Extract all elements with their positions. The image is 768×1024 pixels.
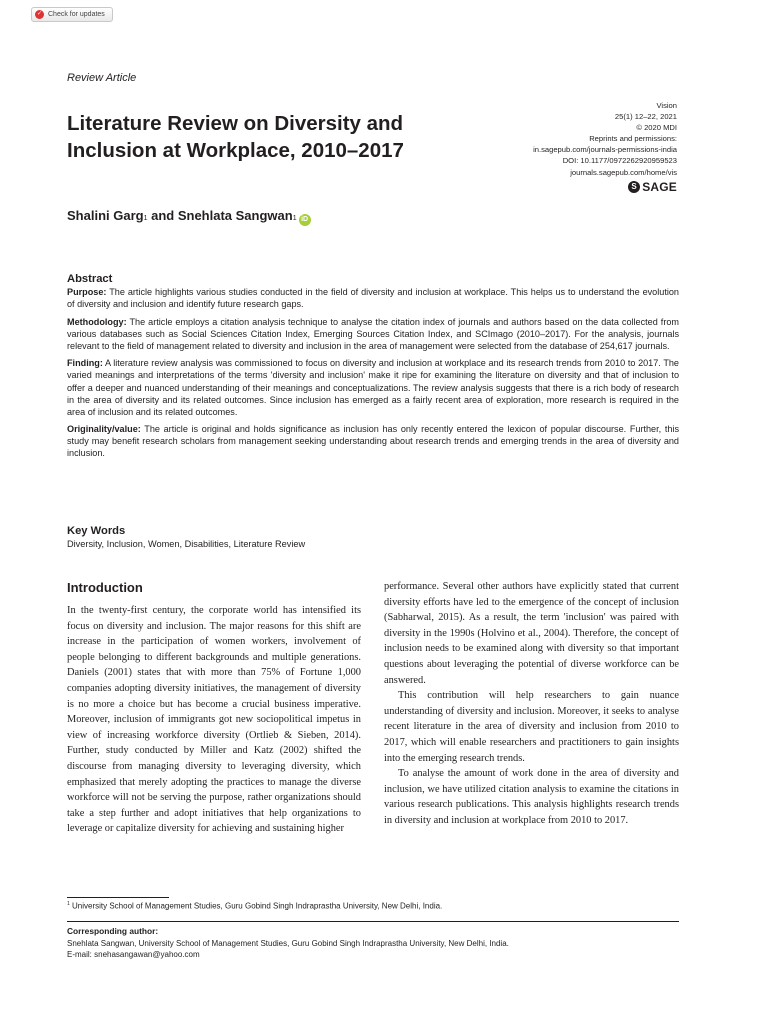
abstract-text: The article is original and holds significance as inclusion has only recently entered the lexicon of popular discourse. Further, this study may benefit research scholars from management seeking understanding about research trends and emerging trends in the area of diversity and inclusion. [67, 424, 679, 459]
permissions-url[interactable]: in.sagepub.com/journals-permissions-india [533, 145, 677, 155]
corresponding-heading: Corresponding author: [67, 926, 159, 936]
footnote-text: University School of Management Studies, Guru Gobind Singh Indraprastha University, New Delhi, India. [69, 901, 443, 911]
author-name: Shalini Garg [67, 208, 144, 223]
abstract [67, 273, 679, 465]
copyright: © 2020 MDI [636, 123, 677, 133]
corresponding-email[interactable]: E-mail: snehasangawan@yahoo.com [67, 950, 200, 960]
abstract-originality [67, 423, 679, 459]
check-for-updates-badge[interactable] [31, 7, 113, 22]
article-title: Literature Review on Diversity and Inclusion at Workplace, 2010–2017 [67, 112, 404, 162]
journal-url[interactable]: journals.sagepub.com/home/vis [570, 167, 677, 177]
abstract-purpose [67, 286, 679, 310]
affiliation-marker: 1 [143, 215, 148, 222]
abstract-text: The article highlights various studies conducted in the field of diversity and inclusion at workplace. This helps us to understand the evolution of diversity and inclusion and identify future research gaps. [67, 287, 679, 310]
corresponding-address: Snehlata Sangwan, University School of Management Studies, Guru Gobind Singh Indraprastha University, New Delhi, India. [67, 938, 509, 948]
abstract-text: A literature review analysis was commissioned to focus on diversity and inclusion at workplace and its research trends from 2010 to 2017. The varied meanings and interpretations of the terms 'diversity and inclusion' make it ripe for examining the literature on diversity and that of inclusion to offer a deeper and nuanced understanding of their meanings and conceptualizations. The review analysis suggests that there is a rich body of research in the area of diversity and its related outcomes. Since inclusion has emerged as a fairly recent area of exploration, more research is required in the area of inclusion and its related outcomes. [67, 358, 679, 417]
author-connector: and [147, 208, 178, 223]
orcid-icon[interactable]: iD [299, 214, 311, 226]
journal-metadata [477, 100, 677, 178]
author-name: Snehlata Sangwan [177, 208, 293, 223]
doi[interactable]: DOI: 10.1177/0972262920959523 [562, 156, 677, 166]
check-for-updates-label: Check for updates [48, 11, 105, 18]
body-paragraph: In the twenty-first century, the corporate world has intensified its focus on diversity and inclusion. The major reasons for this shift are increase in the participation of women workers, involvement of people belonging to different backgrounds and multiple generations. Daniels (2001) states that with more than 75% of Fortune 1,000 companies adopting diversity initiatives, the management of diversity is no more a choice but has become a crucial business imperative. Moreover, inclusion of immigrants got new sociopolitical impetus in view of increasing workforce diversity (Ortlieb & Sieben, 2014). Further, study conducted by Miller and Katz (2002) shifted the discourse from managing diversity to leveraging diversity, which emphasized that merely adopting the practices to manage the diverse workforce will not be serving the purpose, rather organizations should take a step further and adopt initiatives that help organizations to leverage or capitalize diversity for achieving and sustaining higher [67, 605, 361, 835]
publisher-logo [628, 180, 677, 194]
affiliation-marker: 1 [292, 215, 297, 222]
abstract-text: The article employs a citation analysis technique to analyse the citation index of journals and authors based on the data collected from various databases such as Social Sciences Citation Index, Emerging Sources Citation Index, and SCImago (2010–2017). For the analysis, journals relevant to the field of management related to diversity and inclusion in the area of management were selected from the database of 254,617 journals. [67, 316, 679, 351]
footnote-marker: 1 [67, 901, 70, 907]
keywords-list: Diversity, Inclusion, Women, Disabilities, Literature Review [67, 539, 306, 549]
journal-name: Vision [656, 101, 677, 110]
abstract-label: Finding: [67, 358, 103, 369]
body-paragraph: This contribution will help researchers to gain nuance understanding of diversity and inclusion. Moreover, it seeks to analyse recent literature in the area of diversity and inclusion from 2010 to 2017, which will enable researchers and practitioners to gain insights into the emerging research trends. [384, 690, 679, 764]
corresponding-divider [67, 921, 679, 922]
journal-volume: 25(1) 12–22, 2021 [614, 112, 677, 122]
abstract-label: Purpose: [67, 287, 107, 298]
body-paragraph: performance. Several other authors have explicitly stated that current diversity efforts have led to the emergence of the concept of inclusion (Sabharwal, 2015). As a result, the term 'inclusion' was paired with diversity in the 1990s (Holvino et al., 2004). Therefore, the concept of inclusion needs to be examined along with diversity so that important questions about leveraging the potential of diverse workforce can be answered. [384, 581, 679, 686]
keywords-section [67, 525, 679, 549]
footnote-divider [67, 897, 169, 898]
introduction-heading: Introduction [67, 580, 143, 595]
article-type: Review Article [67, 72, 137, 84]
body-column-left [67, 603, 361, 837]
affiliation-footnote [67, 901, 679, 911]
abstract-finding [67, 357, 679, 417]
sage-logo-icon: S [628, 181, 640, 193]
author-list [67, 208, 311, 225]
body-column-right [384, 579, 679, 829]
publisher-name: SAGE [642, 180, 677, 194]
abstract-label: Originality/value: [67, 424, 141, 435]
keywords-heading: Key Words [67, 525, 126, 537]
abstract-methodology [67, 316, 679, 352]
corresponding-author [67, 926, 679, 961]
check-updates-icon: ✓ [36, 11, 43, 17]
abstract-label: Methodology: [67, 316, 127, 327]
abstract-heading: Abstract [67, 273, 113, 285]
reprints-label: Reprints and permissions: [589, 134, 677, 144]
body-paragraph: To analyse the amount of work done in the area of diversity and inclusion, we have utilized citation analysis to examine the citations in various research publications. This analysis highlights research trends in diversity and inclusion at workplace from 2010 to 2017. [384, 768, 679, 826]
